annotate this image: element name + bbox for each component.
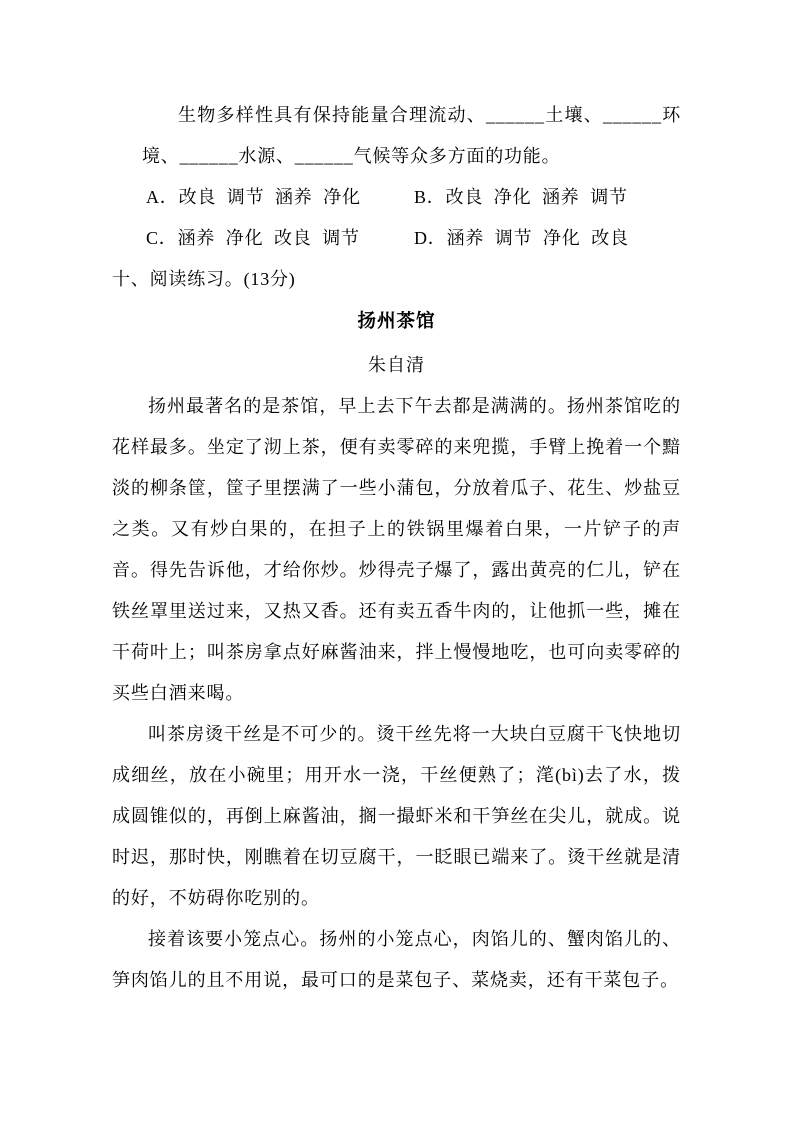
options-row-cd <box>146 218 681 259</box>
passage-title: 扬州茶馆 <box>357 312 436 332</box>
passage-paragraph-3: 接着该要小笼点心。扬州的小笼点心，肉馅儿的、蟹肉馅儿的、笋肉馅儿的且不用说，最可口的是菜包子、菜烧卖，还有干菜包子。 <box>112 929 681 990</box>
option-a: A．改良 调节 涵养 净化 <box>146 187 361 207</box>
passage-author: 朱自清 <box>368 355 425 375</box>
section-heading: 十、阅读练习。(13分) <box>112 269 296 289</box>
passage-paragraph-1: 扬州最著名的是茶馆，早上去下午去都是满满的。扬州茶馆吃的花样最多。坐定了沏上茶，便有卖零碎的来兜揽，手臂上挽着一个黯淡的柳条筐，筐子里摆满了一些小蒲包，分放着瓜子、花生、炒盐豆之类。又有炒白果的，在担子上的铁锅里爆着白果，一片铲子的声音。得先告诉他，才给你炒。炒得壳子爆了，露出黄亮的仁儿，铲在铁丝罩里送过来，又热又香。还有卖五香牛肉的，让他抓一些，摊在干荷叶上；叫茶房拿点好麻酱油来，拌上慢慢地吃，也可向卖零碎的买些白酒来喝。 <box>112 396 681 703</box>
option-c: C．涵养 净化 改良 调节 <box>146 228 360 248</box>
option-b: B．改良 净化 涵养 调节 <box>414 187 628 207</box>
question-stem: 生物多样性具有保持能量合理流动、______土壤、______环境、______水源、______气候等众多方面的功能。 <box>142 105 681 166</box>
options-row-ab <box>146 177 681 218</box>
option-d: D．涵养 调节 净化 改良 <box>414 228 629 248</box>
passage-paragraph-2: 叫茶房烫干丝是不可少的。烫干丝先将一大块白豆腐干飞快地切成细丝，放在小碗里；用开水一浇，干丝便熟了；滗(bì)去了水，拨成圆锥似的，再倒上麻酱油，搁一撮虾米和干笋丝在尖儿，就成。说时迟，那时快，刚瞧着在切豆腐干，一眨眼已端来了。烫干丝就是清的好，不妨碍你吃别的。 <box>112 724 681 908</box>
